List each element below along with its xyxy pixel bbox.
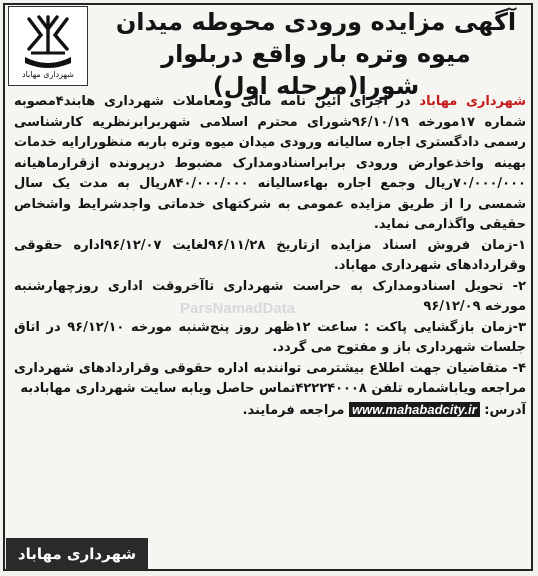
watermark: ParsNamadData [180, 300, 296, 317]
website-link[interactable]: www.mahabadcity.ir [349, 402, 480, 417]
notice-body [14, 92, 526, 421]
address-line [14, 400, 526, 422]
logo-caption: شهرداری مهاباد [22, 70, 74, 79]
item-3: ۳-زمان بازگشایی پاکت : ساعت ۱۲ظهر روز پنج‌شنبه مورخه ۹۶/۱۲/۱۰ در اتاق جلسات شهرداری باز و مفتوح می گردد. [14, 319, 526, 355]
intro-text: در اجرای آئین نامه مالی ومعاملات شهرداری هابند۴مصوبه شماره ۱۷مورخه ۹۶/۱۰/۱۹شورای محترم اسلامی شهربرابرنظریه کارشناسی رسمی دادگستری اجاره سالیانه ورودی میدان میوه وتره باربه منظورارایه خدمات بهینه واخذعوارض ورودی برابراسنادومدارک مضبوط درپرونده ازقرارماهیانه ۷۰/۰۰۰/۰۰۰ریال وجمع اجاره بهاءسالیانه ۸۴۰/۰۰۰/۰۰۰ریال به مدت یک سال شمسی را از طریق مزایده عمومی به شرکتهای خدماتی واجدشرایط واشخاص حقیقی واگذارمی نماید. [14, 94, 526, 232]
item-1: ۱-زمان فروش اسناد مزایده ازتاریخ ۹۶/۱۱/۲۸لغایت ۹۶/۱۲/۰۷اداره حقوقی وقراردادهای شهرداری مهاباد. [14, 237, 526, 273]
issuer-name: شهرداری مهاباد [419, 94, 526, 109]
municipality-logo [8, 6, 88, 86]
intro-paragraph [14, 92, 526, 236]
page-title: آگهی مزایده ورودی محوطه میدان میوه وتره بار واقع دربلوار شورا(مرحله اول) [115, 8, 517, 100]
address-suffix: مراجعه فرمایند. [242, 402, 349, 418]
address-prefix: آدرس: [479, 402, 526, 418]
signature-text: شهرداری مهاباد [17, 545, 137, 563]
item-4: ۴- متقاضیان جهت اطلاع بیشترمی توانندبه اداره حقوقی وقراردادهای شهرداری مراجعه ویاباشماره تلفن ۴۲۲۲۴۰۰۰۸تماس حاصل ویابه سایت شهرداری مهابادبه [14, 360, 526, 396]
emblem-icon [19, 11, 77, 69]
signature-box [6, 538, 148, 570]
item-2: ۲- تحویل اسنادومدارک به حراست شهرداری تاآخروقت اداری روزچهارشنبه مورخه ۹۶/۱۲/۰۹ [14, 278, 526, 314]
